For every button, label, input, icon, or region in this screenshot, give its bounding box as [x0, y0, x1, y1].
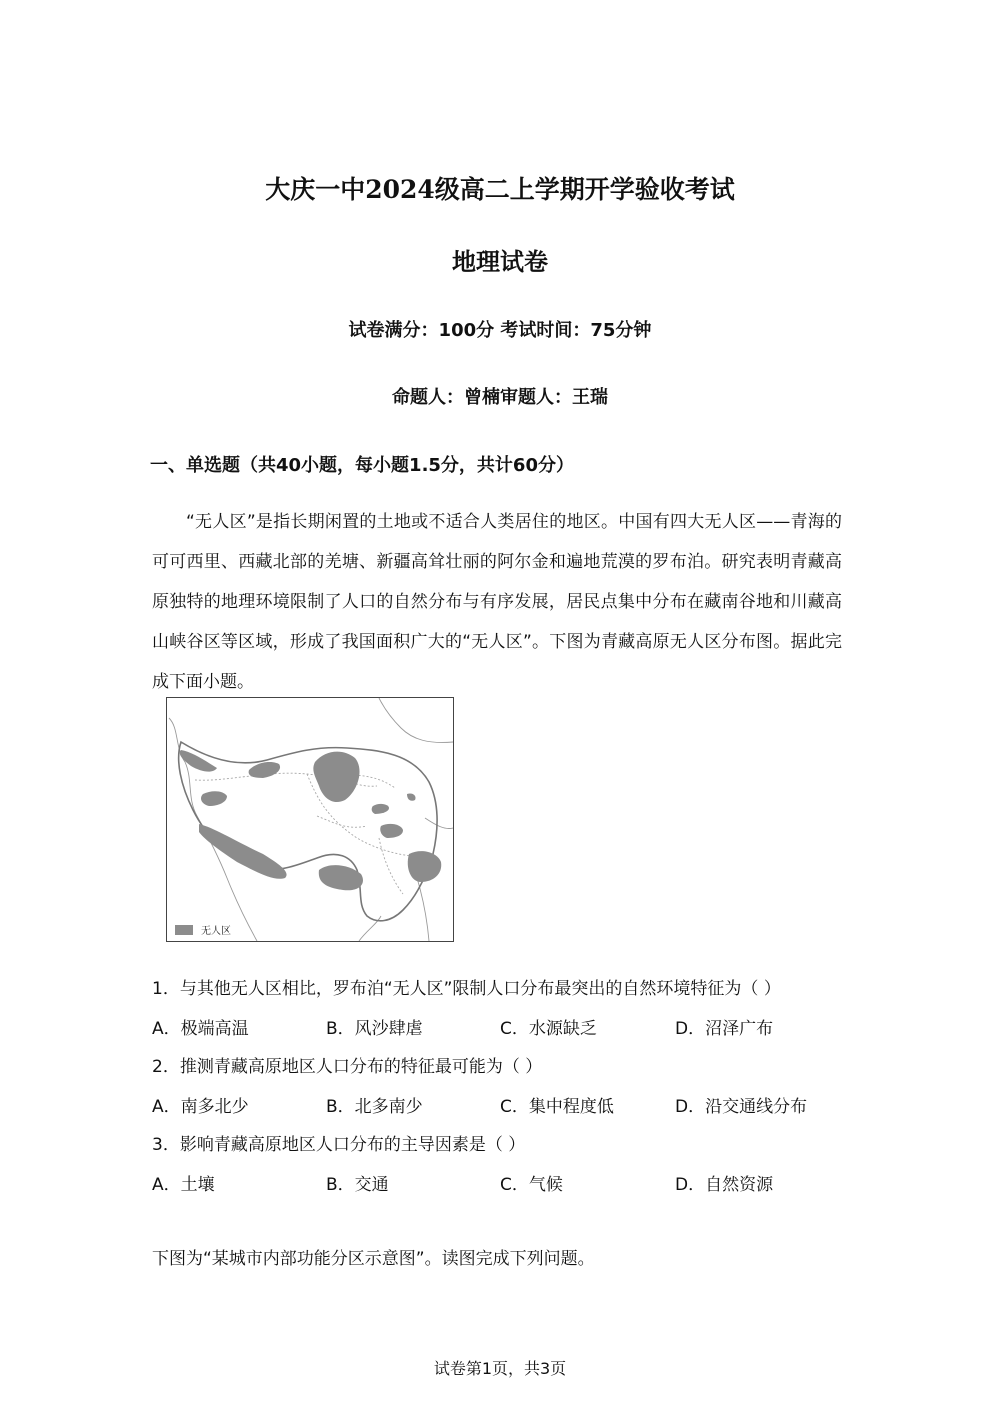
- question-2-stem: 2．推测青藏高原地区人口分布的特征最可能为（ ）: [152, 1057, 543, 1077]
- question-3-option-b[interactable]: B．交通: [326, 1175, 389, 1195]
- question-2-option-d[interactable]: D．沿交通线分布: [675, 1097, 808, 1117]
- question-2-option-c[interactable]: C．集中程度低: [500, 1097, 614, 1117]
- next-question-intro: 下图为“某城市内部功能分区示意图”。读图完成下列问题。: [152, 1249, 595, 1269]
- question-3-option-a[interactable]: A．土壤: [152, 1175, 215, 1195]
- question-1-stem: 1．与其他无人区相比，罗布泊“无人区”限制人口分布最突出的自然环境特征为（ ）: [152, 979, 781, 999]
- reading-passage: “无人区”是指长期闲置的土地或不适合人类居住的地区。中国有四大无人区——青海的可可西里、西藏北部的羌塘、新疆高耸壮丽的阿尔金和遍地荒漠的罗布泊。研究表明青藏高原独特的地理环境限制了人口的自然分布与有序发展，居民点集中分布在藏南谷地和川藏高山峡谷区等区域，形成了我国面积广大的“无人区”。下图为青藏高原无人区分布图。据此完成下面小题。: [152, 512, 842, 692]
- question-3-option-d[interactable]: D．自然资源: [675, 1175, 774, 1195]
- authors-line: 命题人：曾楠审题人：王瑞: [392, 387, 608, 408]
- exam-subtitle: 地理试卷: [452, 248, 548, 276]
- tibet-uninhabited-map: [166, 697, 454, 942]
- score-time-line: 试卷满分：100分 考试时间：75分钟: [348, 320, 652, 341]
- question-1-option-a[interactable]: A．极端高温: [152, 1019, 249, 1039]
- page-footer: 试卷第1页，共3页: [433, 1359, 567, 1378]
- question-2-option-b[interactable]: B．北多南少: [326, 1097, 423, 1117]
- section-heading: 一、单选题（共40小题，每小题1.5分，共计60分）: [150, 455, 574, 476]
- question-1-option-b[interactable]: B．风沙肆虐: [326, 1019, 423, 1039]
- map-legend-label: 无人区: [201, 926, 231, 937]
- exam-title: 大庆一中2024级高二上学期开学验收考试: [265, 175, 735, 204]
- question-3-option-c[interactable]: C．气候: [500, 1175, 563, 1195]
- uninhabited-areas: [180, 750, 442, 890]
- question-2-option-a[interactable]: A．南多北少: [152, 1097, 249, 1117]
- question-1-option-c[interactable]: C．水源缺乏: [500, 1019, 597, 1039]
- map-figure: [167, 698, 453, 941]
- legend-swatch: [175, 925, 193, 935]
- question-3-stem: 3．影响青藏高原地区人口分布的主导因素是（ ）: [152, 1135, 526, 1155]
- question-1-option-d[interactable]: D．沼泽广布: [675, 1019, 774, 1039]
